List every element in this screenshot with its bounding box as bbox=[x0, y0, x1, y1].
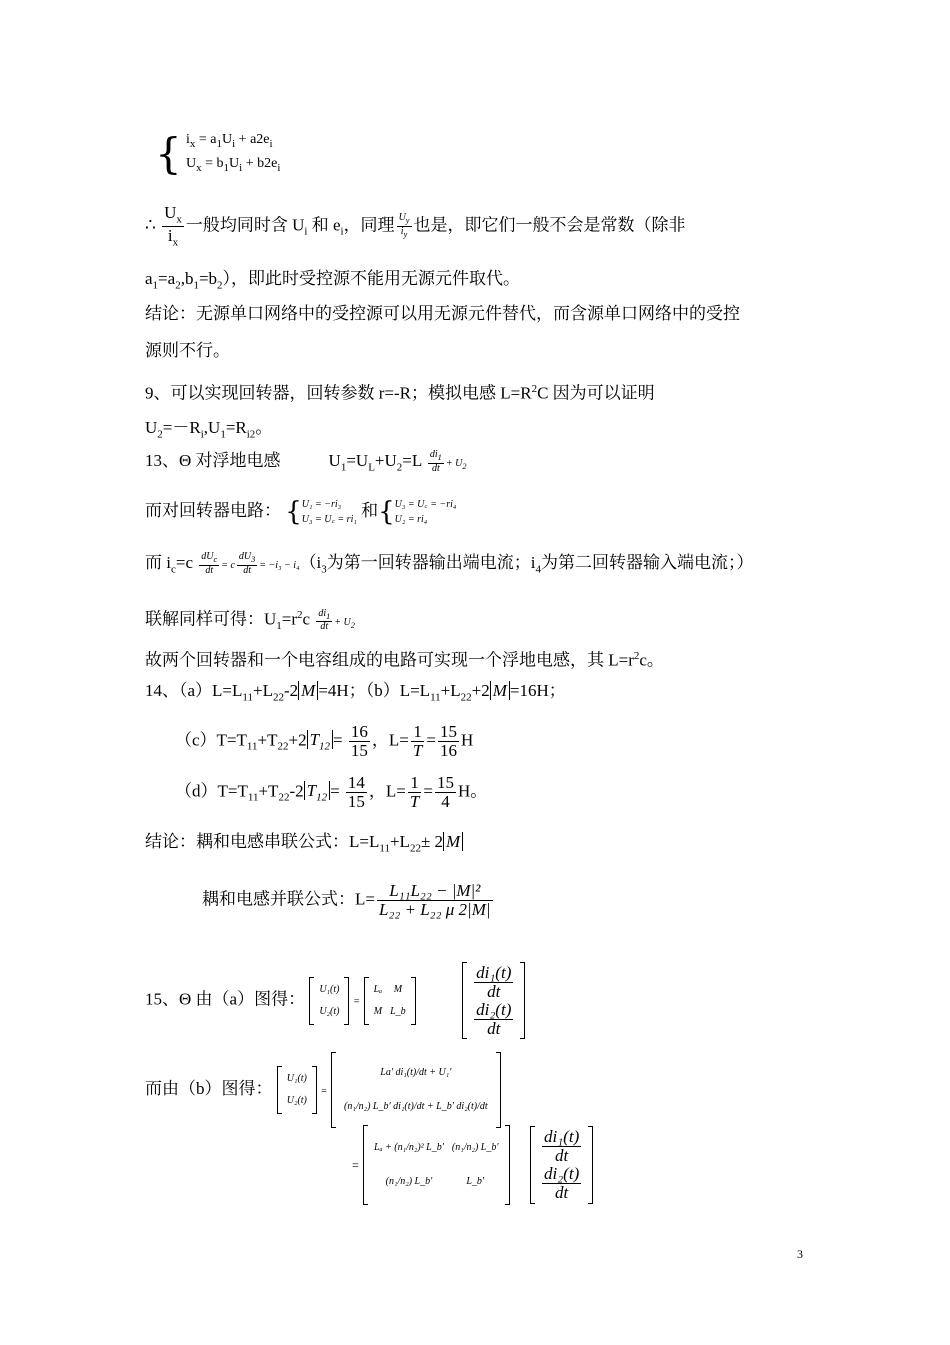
item-14-ab: 14、$(a)L=L_{11}+L_{22}-2$ M =4H；$(b)L=L_{11}+L_{22}+2$ M =16H； bbox=[145, 681, 566, 704]
item-9-line-1: 9、可以实现回转器，回转参数 r=-R；模拟电感 $L=R^2C$ 因为可以证明 bbox=[145, 383, 655, 403]
gyrator-system-1: U₁ = −ri₃ U₃ = U꜀ = ri₁ bbox=[301, 499, 357, 525]
frac-15-16: $\frac{15}{16}$ bbox=[439, 722, 457, 760]
item-15-b: 而由（b）图得： U₁(t) U₂(t) = La′ di₁(t)/dt + U₁′ (n₁/n₂) L_b′ di₁(t)/dt + L_b′ di₂(t)/dt bbox=[145, 1052, 501, 1128]
conclusion-2: 结论：耦和电感串联公式：$L=L_{11}+L_{22}\pm 2$ M bbox=[145, 831, 463, 859]
gyrator-system-2: U₃ = U꜀ = −ri₄ U₂ = ri₄ bbox=[394, 499, 457, 525]
item-9-line-2: $U_2=-R_i,U_1=R_{i2}$。 bbox=[145, 418, 273, 441]
item-14-d: $(d)T=T_{11}+T_{22}-2$ $T_{12}$ = $\frac{14}{15}$ ，L= $\frac{1}{T}$ = $\frac{15}{4}$ H。 bbox=[175, 773, 488, 811]
brace: { bbox=[155, 128, 182, 178]
item-15-a: 15、Θ 由（a）图得： U₁(t) U₂(t) = Lₐ M M L_b $\frac{\text{di₁(t)}}{dt}$ $\frac{\text{di₂(t)}}{dt}$ bbox=[145, 962, 525, 1039]
eq-row-2: $U_x = b_1U_i + b2e_i$ bbox=[185, 155, 281, 174]
conclusion-1-line-1: 结论：无源单口网络中的受控源可以用无源元件替代，而含源单口网络中的受控 bbox=[145, 304, 740, 323]
di1-dt: $\frac{di_1}{dt}$ bbox=[429, 449, 442, 474]
derivative-vector-b: $\frac{\text{di₁(t)}}{dt}$ $\frac{\text{di₂(t)}}{dt}$ bbox=[530, 1126, 593, 1203]
inductance-matrix-a: Lₐ M M L_b bbox=[364, 977, 416, 1025]
voltage-vector-a: U₁(t) U₂(t) bbox=[309, 977, 349, 1025]
item-13: 13、Θ 对浮地电感 $U_1=U_L+U_2=L$ $\frac{di_1}{dt}$ + $U_2$ bbox=[145, 449, 467, 474]
uy-over-iy: $\frac{U_y}{i_y}$ bbox=[398, 212, 410, 239]
duc-dt: $\frac{dU_c}{dt}$ bbox=[201, 551, 218, 576]
equation-system-1 bbox=[155, 130, 280, 178]
voltage-vector-b: U₁(t) U₂(t) bbox=[277, 1066, 317, 1114]
therefore-line: ∴ $\frac{U_x}{i_x}$ 一般均同时含 $U_i$ 和 $e_i$，同理 $\frac{U_y}{i_y}$ 也是，即它们一般不会是常数（除非 bbox=[145, 203, 686, 249]
ux-over-ix: $\frac{U_x}{i_x}$ bbox=[164, 203, 182, 249]
inductance-matrix-b: Lₐ + (n₁/n₂)² L_b′ (n₁/n₂) L_b′ (n₁/n₂) L_b′ L_b′ bbox=[363, 1125, 510, 1205]
eq-row-1: $i_x = a_1U_i + a2e_i$ bbox=[185, 132, 273, 150]
du3-dt: $\frac{dU_3}{dt}$ bbox=[238, 551, 256, 576]
joint-solution-line: 联解同样可得：$U_1=r^2c$ $\frac{di_1}{dt}$ + $U_2$ bbox=[145, 607, 355, 633]
page-number: 3 bbox=[797, 1247, 803, 1261]
conclusion-1-line-2: 源则不行。 bbox=[145, 341, 230, 360]
di1-dt-2: $\frac{di_1}{dt}$ bbox=[318, 607, 331, 633]
ic-line: 而 $i_c=c$ $\frac{dU_c}{dt}$ = c $\frac{dU_3}{dt}$ = $-i_3 - i_4(i_3$为第一回转器输出端电流；$i_4$为第二回转器输入端电流；） bbox=[145, 551, 754, 576]
gu-line: 故两个回转器和一个电容组成的电路可实现一个浮地电感，其 $L=r^2c$。 bbox=[145, 650, 664, 670]
frac-16-15: $\frac{16}{15}$ bbox=[350, 722, 368, 760]
system-rows bbox=[186, 130, 280, 178]
parallel-formula: 耦和电感并联公式：L= $\frac{\text{L₁₁L₂₂ − |M|²}}{\text{L₂₂ + L₂₂ μ 2|M|}}$ bbox=[202, 881, 491, 919]
derivative-vector-a: $\frac{\text{di₁(t)}}{dt}$ $\frac{\text{di₂(t)}}{dt}$ bbox=[462, 962, 525, 1039]
parallel-fraction: $\frac{\text{L₁₁L₂₂ − |M|²}}{\text{L₂₂ + L₂₂ μ 2|M|}}$ bbox=[378, 881, 491, 919]
gyrator-line: 而对回转器电路： { U₁ = −ri₃ U₃ = U꜀ = ri₁ 和{ U₃ = U꜀ = −ri₄ U₂ = ri₄ bbox=[145, 497, 457, 527]
frac-15-4: $\frac{15}{4}$ bbox=[436, 773, 454, 811]
frac-1-T-2: $\frac{1}{T}$ bbox=[409, 773, 420, 811]
item-15-c: = Lₐ + (n₁/n₂)² L_b′ (n₁/n₂) L_b′ (n₁/n₂) L_b′ L_b′ $\frac{\text{di₁(t)}}{dt}$ $\frac{\text{di₂(t)}}{dt}$ bbox=[352, 1125, 593, 1205]
frac-14-15: $\frac{14}{15}$ bbox=[347, 773, 365, 811]
line-a1-a2: $a_1=a_2,b_1=b_2$），即此时受控源不能用无源元件取代。 bbox=[145, 269, 521, 292]
frac-1-T: $\frac{1}{T}$ bbox=[412, 722, 423, 760]
item-14-c: $(c)T=T_{11}+T_{22}+2$ $T_{12}$ = $\frac{16}{15}$ ，L= $\frac{1}{T}$ = $\frac{15}{16}$ H bbox=[175, 722, 474, 760]
expression-vector-b: La′ di₁(t)/dt + U₁′ (n₁/n₂) L_b′ di₁(t)/dt + L_b′ di₂(t)/dt bbox=[331, 1052, 501, 1128]
